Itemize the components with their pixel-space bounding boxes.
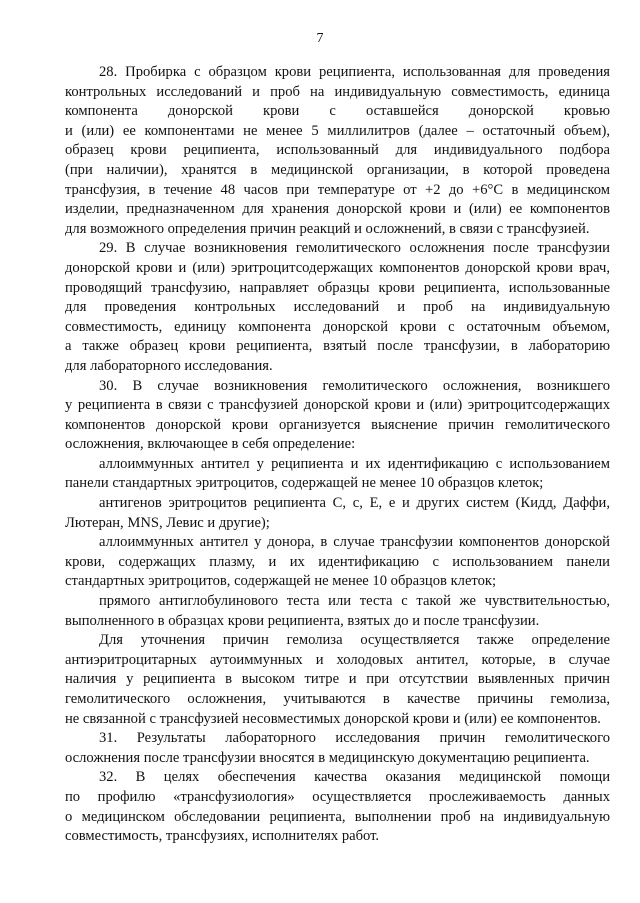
text-line: а также образец крови реципиента, взятый после трансфузии, в лабораторию	[65, 338, 610, 355]
text-line: 31. Результаты лабораторного исследования причин гемолитического	[99, 730, 610, 747]
text-line: проводящий трансфузию, направляет образцы крови реципиента, использованные	[65, 279, 610, 296]
text-line: о медицинском обследовании реципиента, выполнении проб на индивидуальную	[65, 808, 610, 825]
text-line: совместимость, единицу компонента донорской крови с остаточным объемом,	[65, 318, 610, 335]
paragraph-p30b	[65, 494, 610, 533]
text-line: антиэритроцитарных аутоиммунных и холодовых антител, которые, в случае	[65, 651, 610, 668]
text-line: 32. В целях обеспечения качества оказания медицинской помощи	[99, 769, 610, 786]
text-line: и (или) ее компонентами не менее 5 миллилитров (далее – остаточный объем),	[65, 122, 610, 139]
text-line: 29. В случае возникновения гемолитического осложнения после трансфузии	[99, 240, 610, 257]
paragraph-p30d	[65, 592, 610, 631]
text-line: осложнения, включающее в себя определение:	[65, 436, 356, 453]
text-line: стандартных эритроцитов, содержащей не менее 10 образцов клеток;	[65, 573, 497, 590]
paragraph-p30	[65, 377, 610, 455]
text-line: аллоиммунных антител у донора, в случае трансфузии компонентов донорской	[99, 534, 610, 551]
text-line: для лабораторного исследования.	[65, 357, 273, 374]
text-line: крови, содержащих плазму, и их идентификацию с использованием панели	[65, 553, 610, 570]
text-line: антигенов эритроцитов реципиента С, с, Е, е и других систем (Кидд, Даффи,	[99, 495, 610, 512]
text-line: компонента донорской крови с оставшейся донорской кровью	[65, 103, 610, 120]
text-line: изделии, предназначенном для хранения донорской крови и (или) ее компонентов	[65, 201, 610, 218]
text-line: для проведения контрольных исследований и проб на индивидуальную	[65, 299, 610, 316]
text-line: контрольных исследований и проб на индивидуальную совместимость, единица	[65, 83, 610, 100]
text-line: компонентов донорской крови организуется выяснение причин гемолитического	[65, 416, 610, 433]
text-line: аллоиммунных антител у реципиента и их идентификацию с использованием	[99, 455, 610, 472]
text-line: панели стандартных эритроцитов, содержащей не менее 10 образцов клеток;	[65, 475, 544, 492]
paragraph-p28	[65, 63, 610, 239]
text-line: совместимость, трансфузиях, исполнителях работ.	[65, 828, 380, 845]
text-line: выполненного в образцах крови реципиента, взятых до и после трансфузии.	[65, 612, 540, 629]
paragraph-p31	[65, 729, 610, 768]
text-line: гемолитического осложнения, учитываются в качестве причины гемолиза,	[65, 691, 610, 707]
text-line: у реципиента в связи с трансфузией донорской крови и (или) эритроцитсодержащих	[65, 397, 610, 414]
text-line: донорской крови и (или) эритроцитсодержащих компонентов донорской крови врач,	[65, 259, 610, 276]
text-line: наличия у реципиента в высоком титре и при отсутствии выявленных причин	[65, 671, 610, 688]
text-line: 30. В случае возникновения гемолитического осложнения, возникшего	[99, 377, 610, 394]
paragraph-p30a	[65, 455, 610, 494]
text-line: для возможного определения причин реакций и осложнений, в связи с трансфузией.	[65, 220, 590, 237]
text-line: трансфузия, в течение 48 часов при температуре от +2 до +6°С в медицинском	[65, 181, 610, 198]
text-line: Для уточнения причин гемолиза осуществляется также определение	[99, 632, 610, 649]
text-line: 28. Пробирка с образцом крови реципиента, использованная для проведения	[99, 64, 610, 80]
text-line: осложнения после трансфузии вносятся в медицинскую документацию реципиента.	[65, 749, 590, 766]
paragraph-p29	[65, 239, 610, 376]
paragraph-p30e	[65, 631, 610, 729]
text-line: прямого антиглобулинового теста или теста с такой же чувствительностью,	[99, 593, 610, 610]
text-line: не связанной с трансфузией несовместимых донорской крови и (или) ее компонентов.	[65, 710, 601, 727]
page-number: 7	[316, 31, 324, 46]
document-body	[65, 63, 610, 847]
text-line: по профилю «трансфузиология» осуществляется прослеживаемость данных	[65, 788, 610, 805]
paragraph-p30c	[65, 533, 610, 592]
text-line: Лютеран, MNS, Левис и другие);	[65, 514, 270, 531]
paragraph-p32	[65, 768, 610, 846]
text-line: (при наличии), хранятся в медицинской организации, в которой проведена	[65, 161, 610, 178]
text-line: образец крови реципиента, использованный для индивидуального подбора	[65, 142, 610, 159]
